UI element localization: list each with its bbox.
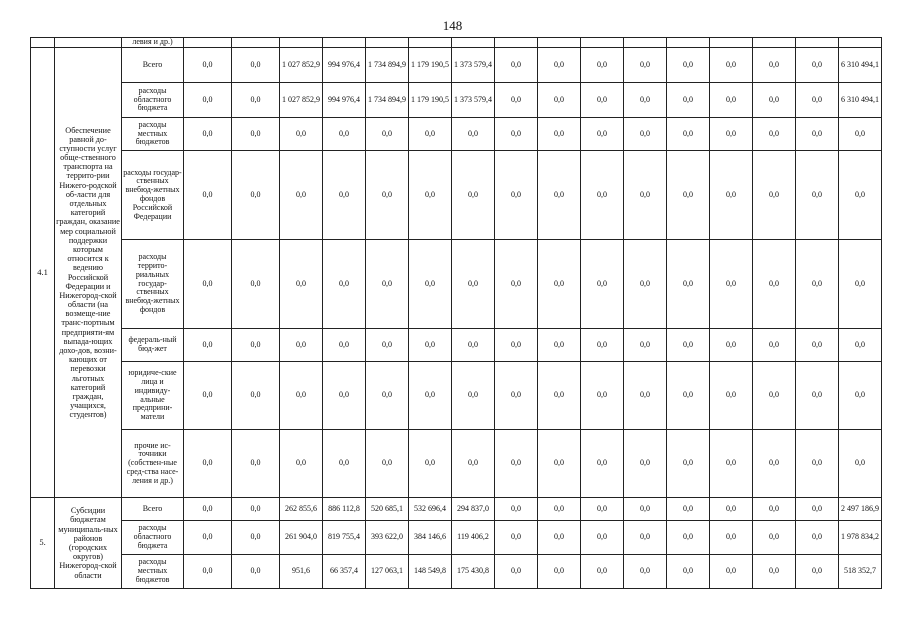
category-cell: расходы государ-ственных внебюд-жетных фондов Российской Федерации <box>122 151 184 240</box>
value-cell: 0,0 <box>710 83 753 118</box>
value-cell: 0,0 <box>366 362 409 430</box>
value-cell: 0,0 <box>667 430 710 498</box>
value-cell <box>667 38 710 48</box>
value-cell: 0,0 <box>710 521 753 555</box>
value-cell: 0,0 <box>624 555 667 589</box>
value-cell: 1 734 894,9 <box>366 83 409 118</box>
value-cell: 0,0 <box>624 329 667 362</box>
value-cell <box>753 38 796 48</box>
value-cell: 0,0 <box>753 362 796 430</box>
value-cell: 0,0 <box>753 521 796 555</box>
value-cell: 0,0 <box>710 151 753 240</box>
value-cell: 0,0 <box>232 118 280 151</box>
value-cell: 0,0 <box>710 329 753 362</box>
value-cell: 0,0 <box>839 118 882 151</box>
value-cell: 0,0 <box>667 48 710 83</box>
value-cell: 0,0 <box>280 240 323 329</box>
value-cell: 0,0 <box>796 498 839 521</box>
value-cell: 0,0 <box>667 151 710 240</box>
value-cell: 0,0 <box>366 329 409 362</box>
value-cell: 1 027 852,9 <box>280 48 323 83</box>
index-cell <box>31 38 55 48</box>
value-cell: 0,0 <box>667 498 710 521</box>
table-row <box>31 430 882 498</box>
category-cell: федераль-ный бюд-жет <box>122 329 184 362</box>
value-cell <box>184 38 232 48</box>
value-cell: 0,0 <box>624 118 667 151</box>
category-cell: расходы областного бюджета <box>122 521 184 555</box>
value-cell: 0,0 <box>366 430 409 498</box>
index-cell: 4.1 <box>31 48 55 498</box>
value-cell: 0,0 <box>753 498 796 521</box>
category-cell: расходы областного бюджета <box>122 83 184 118</box>
value-cell: 532 696,4 <box>409 498 452 521</box>
table-row <box>31 555 882 589</box>
value-cell <box>581 38 624 48</box>
value-cell: 0,0 <box>495 151 538 240</box>
value-cell: 0,0 <box>184 151 232 240</box>
value-cell: 0,0 <box>280 430 323 498</box>
value-cell: 0,0 <box>184 83 232 118</box>
value-cell: 951,6 <box>280 555 323 589</box>
value-cell: 2 497 186,9 <box>839 498 882 521</box>
value-cell: 0,0 <box>538 83 581 118</box>
value-cell: 0,0 <box>538 329 581 362</box>
description-cell <box>55 38 122 48</box>
value-cell: 0,0 <box>796 521 839 555</box>
value-cell: 0,0 <box>581 83 624 118</box>
value-cell: 0,0 <box>452 151 495 240</box>
value-cell: 0,0 <box>624 151 667 240</box>
table-row <box>31 521 882 555</box>
value-cell: 0,0 <box>323 151 366 240</box>
value-cell: 1 179 190,5 <box>409 83 452 118</box>
value-cell: 0,0 <box>538 240 581 329</box>
value-cell: 0,0 <box>184 118 232 151</box>
value-cell: 0,0 <box>710 240 753 329</box>
value-cell <box>495 38 538 48</box>
value-cell: 0,0 <box>323 329 366 362</box>
value-cell: 0,0 <box>581 329 624 362</box>
value-cell: 0,0 <box>753 555 796 589</box>
value-cell: 0,0 <box>581 430 624 498</box>
value-cell: 0,0 <box>538 498 581 521</box>
value-cell: 0,0 <box>409 240 452 329</box>
value-cell: 0,0 <box>710 48 753 83</box>
value-cell: 886 112,8 <box>323 498 366 521</box>
value-cell <box>452 38 495 48</box>
value-cell: 294 837,0 <box>452 498 495 521</box>
value-cell: 0,0 <box>538 48 581 83</box>
value-cell: 0,0 <box>280 118 323 151</box>
value-cell: 0,0 <box>667 240 710 329</box>
value-cell: 0,0 <box>366 240 409 329</box>
value-cell: 0,0 <box>839 151 882 240</box>
budget-table-body <box>31 38 882 589</box>
value-cell: 0,0 <box>184 329 232 362</box>
value-cell: 127 063,1 <box>366 555 409 589</box>
value-cell <box>796 38 839 48</box>
value-cell <box>710 38 753 48</box>
value-cell: 0,0 <box>232 521 280 555</box>
value-cell: 0,0 <box>796 240 839 329</box>
value-cell: 1 373 579,4 <box>452 83 495 118</box>
value-cell: 0,0 <box>753 118 796 151</box>
value-cell: 0,0 <box>796 555 839 589</box>
value-cell: 0,0 <box>184 521 232 555</box>
value-cell: 0,0 <box>796 329 839 362</box>
value-cell <box>409 38 452 48</box>
value-cell: 0,0 <box>366 118 409 151</box>
value-cell: 6 310 494,1 <box>839 83 882 118</box>
value-cell: 0,0 <box>839 329 882 362</box>
value-cell: 0,0 <box>538 362 581 430</box>
value-cell <box>280 38 323 48</box>
value-cell: 0,0 <box>495 83 538 118</box>
value-cell: 0,0 <box>710 430 753 498</box>
value-cell: 0,0 <box>280 151 323 240</box>
value-cell: 0,0 <box>624 498 667 521</box>
value-cell: 0,0 <box>581 521 624 555</box>
value-cell: 1 734 894,9 <box>366 48 409 83</box>
value-cell: 262 855,6 <box>280 498 323 521</box>
value-cell: 0,0 <box>753 83 796 118</box>
value-cell: 0,0 <box>796 151 839 240</box>
value-cell: 0,0 <box>280 362 323 430</box>
value-cell: 0,0 <box>495 329 538 362</box>
value-cell: 0,0 <box>796 430 839 498</box>
value-cell: 0,0 <box>409 362 452 430</box>
value-cell: 0,0 <box>581 240 624 329</box>
value-cell: 0,0 <box>667 555 710 589</box>
value-cell: 0,0 <box>323 430 366 498</box>
value-cell: 0,0 <box>667 329 710 362</box>
value-cell: 148 549,8 <box>409 555 452 589</box>
value-cell: 0,0 <box>232 83 280 118</box>
value-cell: 0,0 <box>581 362 624 430</box>
value-cell: 0,0 <box>452 329 495 362</box>
value-cell: 0,0 <box>624 521 667 555</box>
category-cell: расходы местных бюджетов <box>122 118 184 151</box>
value-cell: 175 430,8 <box>452 555 495 589</box>
value-cell: 0,0 <box>495 48 538 83</box>
value-cell: 0,0 <box>581 118 624 151</box>
table-row <box>31 38 882 48</box>
value-cell: 0,0 <box>366 151 409 240</box>
page-number: 148 <box>442 18 463 33</box>
value-cell: 0,0 <box>409 151 452 240</box>
value-cell: 0,0 <box>232 329 280 362</box>
value-cell: 0,0 <box>710 118 753 151</box>
value-cell: 0,0 <box>232 555 280 589</box>
value-cell: 1 373 579,4 <box>452 48 495 83</box>
table-row <box>31 240 882 329</box>
value-cell: 0,0 <box>538 555 581 589</box>
value-cell: 0,0 <box>667 118 710 151</box>
value-cell: 0,0 <box>624 240 667 329</box>
table-row <box>31 362 882 430</box>
value-cell: 261 904,0 <box>280 521 323 555</box>
value-cell: 0,0 <box>710 498 753 521</box>
value-cell: 0,0 <box>796 362 839 430</box>
table-row <box>31 329 882 362</box>
value-cell <box>839 38 882 48</box>
value-cell: 0,0 <box>538 151 581 240</box>
table-row <box>31 48 882 83</box>
table-row <box>31 498 882 521</box>
value-cell: 0,0 <box>796 118 839 151</box>
value-cell: 0,0 <box>452 240 495 329</box>
value-cell: 119 406,2 <box>452 521 495 555</box>
table-row <box>31 151 882 240</box>
value-cell: 0,0 <box>495 118 538 151</box>
value-cell: 0,0 <box>184 240 232 329</box>
table-row <box>31 83 882 118</box>
value-cell: 0,0 <box>184 430 232 498</box>
value-cell: 6 310 494,1 <box>839 48 882 83</box>
value-cell: 393 622,0 <box>366 521 409 555</box>
category-cell: левия и др.) <box>122 38 184 48</box>
value-cell: 0,0 <box>232 240 280 329</box>
value-cell <box>624 38 667 48</box>
value-cell: 0,0 <box>452 118 495 151</box>
value-cell: 0,0 <box>753 430 796 498</box>
value-cell: 0,0 <box>538 430 581 498</box>
value-cell: 0,0 <box>624 83 667 118</box>
index-cell: 5. <box>31 498 55 589</box>
value-cell <box>366 38 409 48</box>
value-cell: 0,0 <box>184 555 232 589</box>
category-cell: расходы террито-риальных государ-ственных внебюд-жетных фондов <box>122 240 184 329</box>
value-cell: 0,0 <box>624 48 667 83</box>
value-cell: 518 352,7 <box>839 555 882 589</box>
value-cell: 0,0 <box>323 240 366 329</box>
value-cell <box>323 38 366 48</box>
value-cell: 384 146,6 <box>409 521 452 555</box>
value-cell: 0,0 <box>323 118 366 151</box>
value-cell: 0,0 <box>495 430 538 498</box>
value-cell: 0,0 <box>839 362 882 430</box>
value-cell: 0,0 <box>624 430 667 498</box>
value-cell: 994 976,4 <box>323 83 366 118</box>
value-cell: 0,0 <box>232 362 280 430</box>
value-cell: 0,0 <box>232 498 280 521</box>
value-cell: 0,0 <box>495 498 538 521</box>
value-cell: 0,0 <box>323 362 366 430</box>
value-cell: 0,0 <box>538 521 581 555</box>
value-cell <box>232 38 280 48</box>
value-cell: 0,0 <box>710 362 753 430</box>
value-cell: 0,0 <box>624 362 667 430</box>
value-cell: 0,0 <box>667 83 710 118</box>
value-cell: 0,0 <box>538 118 581 151</box>
category-cell: Всего <box>122 48 184 83</box>
budget-table <box>30 37 882 589</box>
value-cell: 0,0 <box>753 48 796 83</box>
value-cell: 1 978 834,2 <box>839 521 882 555</box>
value-cell: 0,0 <box>710 555 753 589</box>
value-cell: 0,0 <box>667 521 710 555</box>
value-cell: 0,0 <box>232 151 280 240</box>
value-cell: 0,0 <box>581 498 624 521</box>
value-cell <box>538 38 581 48</box>
category-cell: расходы местных бюджетов <box>122 555 184 589</box>
value-cell: 0,0 <box>581 555 624 589</box>
value-cell: 0,0 <box>753 329 796 362</box>
value-cell: 0,0 <box>184 498 232 521</box>
value-cell: 0,0 <box>409 329 452 362</box>
value-cell: 66 357,4 <box>323 555 366 589</box>
value-cell: 0,0 <box>232 48 280 83</box>
value-cell: 0,0 <box>581 48 624 83</box>
value-cell: 0,0 <box>581 151 624 240</box>
value-cell: 0,0 <box>839 240 882 329</box>
value-cell: 0,0 <box>495 555 538 589</box>
value-cell: 0,0 <box>409 118 452 151</box>
category-cell: Всего <box>122 498 184 521</box>
description-cell: Субсидии бюджетам муниципаль-ных районов (городских округов) Нижегород-ской области <box>55 498 122 589</box>
value-cell: 0,0 <box>495 240 538 329</box>
value-cell: 1 179 190,5 <box>409 48 452 83</box>
category-cell: юридиче-ские лица и индивиду-альные предприни-матели <box>122 362 184 430</box>
value-cell: 0,0 <box>409 430 452 498</box>
value-cell: 0,0 <box>452 362 495 430</box>
value-cell: 0,0 <box>839 430 882 498</box>
value-cell: 0,0 <box>184 362 232 430</box>
value-cell: 819 755,4 <box>323 521 366 555</box>
description-cell: Обеспечение равной до-ступности услуг обще-ственного транспорта на террито-рии Нижего-родской об-ласти для отдельных категорий граждан, оказание мер социальной поддержки которым относится к ведению Российской Федерации и Нижегород-ской области (на возмеще-ние транс-портным предприяти-ям выпада-ющих дохо-дов, возни-кающих от перевозки льготных категорий граждан, учащихся, студентов) <box>55 48 122 498</box>
value-cell: 0,0 <box>495 521 538 555</box>
value-cell: 0,0 <box>452 430 495 498</box>
value-cell: 994 976,4 <box>323 48 366 83</box>
value-cell: 0,0 <box>667 362 710 430</box>
value-cell: 0,0 <box>753 240 796 329</box>
value-cell: 0,0 <box>280 329 323 362</box>
value-cell: 0,0 <box>232 430 280 498</box>
value-cell: 0,0 <box>796 83 839 118</box>
table-row <box>31 118 882 151</box>
value-cell: 0,0 <box>796 48 839 83</box>
value-cell: 1 027 852,9 <box>280 83 323 118</box>
value-cell: 520 685,1 <box>366 498 409 521</box>
value-cell: 0,0 <box>495 362 538 430</box>
value-cell: 0,0 <box>753 151 796 240</box>
category-cell: прочие ис-точники (собствен-ные сред-ства насе-ления и др.) <box>122 430 184 498</box>
value-cell: 0,0 <box>184 48 232 83</box>
